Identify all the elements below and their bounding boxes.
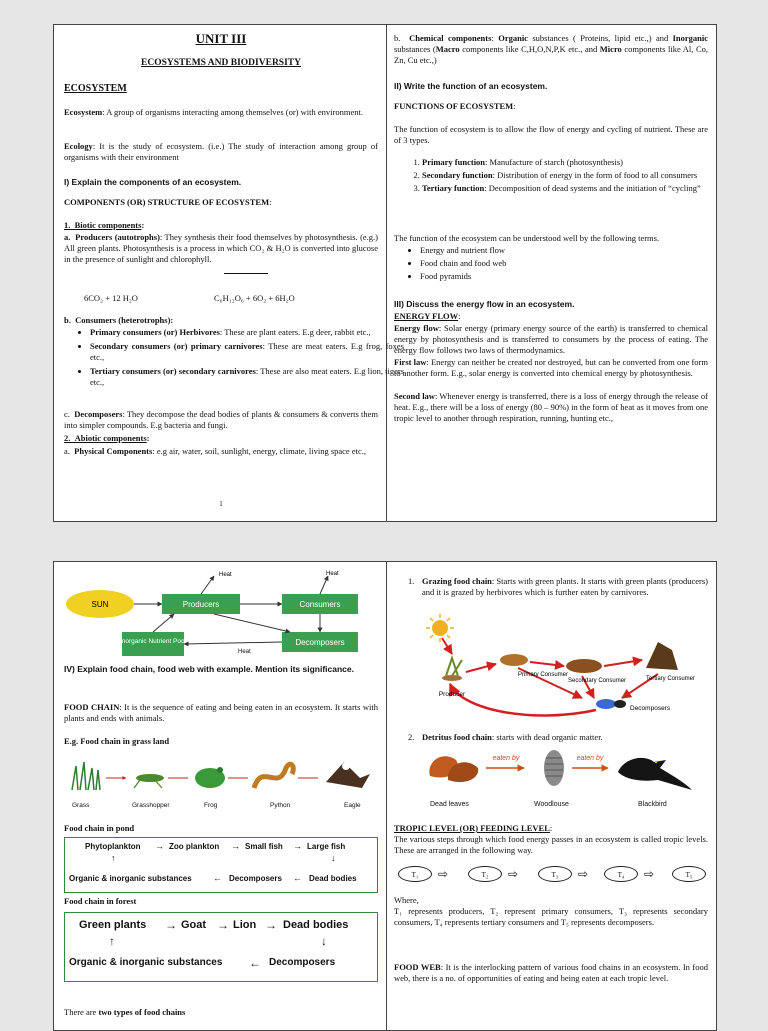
grassland-heading: E.g. Food chain in grass land [64, 736, 170, 746]
function-terms-list [394, 244, 720, 282]
dead-leaves-icon [429, 756, 478, 782]
forest-goat: Goat [181, 919, 207, 931]
blackbird-label: Blackbird [638, 801, 667, 808]
tropic-level-t2: T₂ [468, 866, 502, 882]
pond-phytoplankton: Phytoplankton [85, 842, 141, 851]
page-1 [53, 24, 717, 522]
chain-organism-label: Grass [72, 802, 90, 809]
decomposers-label: Decomposers [630, 705, 671, 712]
equation-left: 6CO₂ + 12 H₂O [84, 293, 138, 303]
chain-organism-label: Grasshopper [132, 802, 170, 809]
hollow-arrow-icon: ⇨ [508, 867, 519, 881]
function-item: 3. Tertiary function: Decomposition of dead systems and the initiation of “cycling” [422, 183, 736, 194]
tertiary-consumer-icon [646, 642, 678, 670]
tropic-level-explanation: T₁ represents producers, T₂ represent primary consumers, T₃ represents secondary consumers, T₄ represents tertiary consumers and T₅ represents decomposers. [394, 906, 708, 927]
secondary-consumer-label: Secondary Consumer [568, 678, 627, 684]
chemical-components-paragraph: b. Chemical components: Organic substances ( Proteins, lipid etc.,) and Inorganic substances (Macro components like C,H,O,N,P,K etc., and Micro components like Al, Co, Zn, Cu etc.,) [394, 33, 709, 65]
woodlouse-label: Woodlouse [534, 801, 569, 808]
consumer-types-list [64, 327, 404, 388]
arrow [184, 642, 282, 644]
pond-food-chain-box: Phytoplankton → Zoo plankton → Small fish → Large fish ↑ ↓ Organic & inorganic substances ← Decomposers ← Dead bodies [64, 837, 378, 893]
heat-arrow [201, 576, 214, 594]
tropic-level-t4: T₄ [604, 866, 638, 882]
heat-label: Heat [219, 572, 232, 578]
equation-right: C₆H₁₂O₆ + 6O₂ + 6H₂O [214, 293, 295, 303]
components-heading: COMPONENTS (OR) STRUCTURE OF ECOSYSTEM: [64, 197, 272, 207]
where-label: Where, [394, 895, 419, 905]
woodlouse-icon [544, 750, 564, 786]
sun-icon [426, 614, 454, 642]
nutrient-pool-label: Inorganic Nutrient Pool [119, 638, 187, 645]
grassland-chain-illustration [64, 752, 378, 802]
page-number: 1 [219, 500, 223, 508]
heat-label: Heat [238, 649, 251, 655]
forest-dead-bodies: Dead bodies [283, 919, 349, 931]
producer-plant-icon [442, 658, 462, 681]
tropic-level-paragraph: The various steps through which food energy passes in an ecosystem is called tropic levels. These are arranged in the following way. [394, 834, 708, 855]
pond-large-fish: Large fish [307, 842, 346, 851]
chain-organism-label: Frog [204, 802, 218, 809]
tertiary-consumers-item: • Tertiary consumers (or) secondary carnivores: These are also meat eaters. E.g lion, tigers etc., [90, 366, 404, 388]
energy-flow-paragraph: Energy flow: Solar energy (primary energy source of the earth) is transferred to chemical energy by photosynthesis and is transferred to consumers by the process of eating. The energy flow follows two laws of thermodynamics. [394, 323, 708, 355]
page-2 [53, 561, 717, 1031]
question-1: I) Explain the components of an ecosystem. [64, 177, 242, 187]
detritus-number: 2. [408, 732, 415, 742]
hollow-arrow-icon: ⇨ [578, 867, 589, 881]
function-term: • Food pyramids [420, 271, 720, 282]
unit-title: UNIT III [195, 31, 247, 46]
pond-decomposers: Decomposers [229, 874, 282, 883]
energy-flow-heading: ENERGY FLOW: [394, 311, 461, 321]
forest-food-chain-box: Green plants → Goat → Lion → Dead bodies ↑ ↓ Organic & inorganic substances ← Decomposers [64, 912, 378, 982]
python-icon [254, 764, 293, 788]
ecosystem-definition: Ecosystem: A group of organisms interacting among themselves (or) with environment. [64, 107, 363, 117]
producer-label: Producer [438, 691, 466, 698]
page-2-right-column [394, 562, 708, 1030]
page-1-right-column [394, 25, 708, 521]
page-1-left-column [64, 25, 405, 521]
decomposers-icon [596, 699, 626, 709]
primary-consumers-item: • Primary consumers (or) Herbivores: These are plant eaters. E.g deer, rabbit etc., [90, 327, 404, 338]
forest-lion: Lion [233, 919, 257, 931]
pond-heading: Food chain in pond [64, 823, 135, 833]
hollow-arrow-icon: ⇨ [438, 867, 449, 881]
heat-arrow [320, 576, 328, 594]
question-2: II) Write the function of an ecosystem. [394, 81, 548, 91]
function-item: 2. Secondary function: Distribution of energy in the form of food to all consumers [422, 170, 736, 181]
tertiary-consumer-label: Tertiary Consumer [646, 676, 696, 682]
tropic-level-t1: T₁ [398, 866, 432, 882]
equation-arrow-underline [224, 273, 268, 274]
eaten-by-label: eaten by [492, 755, 520, 762]
detritus-food-chain-diagram [422, 746, 708, 796]
ecosystem-heading: ECOSYSTEM [64, 83, 127, 94]
consumers-heading: b. Consumers (heterotrophs): [64, 315, 174, 325]
forest-decomposers: Decomposers [269, 957, 336, 968]
detritus-paragraph: Detritus food chain: starts with dead organic matter. [422, 732, 603, 742]
question-4: IV) Explain food chain, food web with example. Mention its significance. [64, 664, 354, 674]
arrow [214, 614, 290, 632]
primary-consumer-label: Primary Consumer [518, 672, 569, 678]
first-law-paragraph: First law: Energy can neither be created nor destroyed, but can be converted from one form to another form. E.g., solar energy is converted into chemical energy by photosynthesis. [394, 357, 708, 378]
page-2-left-column [64, 562, 378, 1030]
function-item: 1. Primary function: Manufacture of starch (photosynthesis) [422, 157, 736, 168]
primary-consumer-icon [500, 654, 528, 666]
grazing-paragraph: Grazing food chain: Starts with green plants. It starts with green plants (producers) and it is grazed by herbivores which is further eaten by carnivores. [422, 576, 708, 597]
sun-label: SUN [91, 600, 109, 609]
pond-dead-bodies: Dead bodies [309, 874, 357, 883]
biotic-heading: 1. Biotic components: [64, 220, 145, 230]
grass-icon [72, 762, 100, 790]
chain-organism-label: Eagle [344, 802, 361, 809]
blackbird-icon [618, 758, 692, 790]
abiotic-heading: 2. Abiotic components: [64, 433, 150, 443]
ecology-definition: Ecology: It is the study of ecosystem. (i.e.) The study of interaction among group of organisms with their environment [64, 141, 378, 162]
eaten-by-label: eaten by [576, 755, 604, 762]
column-divider [386, 25, 387, 521]
tropic-level-t3: T₃ [538, 866, 572, 882]
heat-label: Heat [326, 571, 339, 577]
grazing-number: 1. [408, 576, 415, 586]
question-3: III) Discuss the energy flow in an ecosystem. [394, 299, 575, 309]
chain-organism-label: Python [270, 802, 291, 809]
two-types-sentence: There are two types of food chains [64, 1007, 186, 1017]
tropic-level-t5: T₅ [672, 866, 706, 882]
decomposers-paragraph: c. Decomposers: They decompose the dead bodies of plants & consumers & converts them into simpler compounds. E.g bacteria and fungi. [64, 409, 378, 430]
food-chain-definition: FOOD CHAIN: It is the sequence of eating and being eaten in an ecosystem. It starts with plants and ends with animals. [64, 702, 378, 723]
function-term: • Energy and nutrient flow [420, 245, 720, 256]
function-terms-intro: The function of the ecosystem can be understood well by the following terms. [394, 233, 660, 243]
function-term: • Food chain and food web [420, 258, 720, 269]
producers-label: Producers [182, 600, 220, 609]
pond-organic-substances: Organic & inorganic substances [69, 874, 192, 883]
hollow-arrow-icon: ⇨ [644, 867, 655, 881]
forest-heading: Food chain in forest [64, 896, 137, 906]
energy-flow-diagram [64, 566, 378, 656]
forest-green-plants: Green plants [79, 919, 147, 931]
pond-small-fish: Small fish [245, 842, 283, 851]
grazing-food-chain-diagram [422, 614, 708, 722]
forest-organic-substances: Organic & inorganic substances [69, 957, 223, 968]
consumers-label: Consumers [299, 600, 341, 609]
functions-heading: FUNCTIONS OF ECOSYSTEM: [394, 101, 516, 111]
physical-components-paragraph: a. Physical Components: e.g air, water, soil, sunlight, energy, climate, living space etc., [64, 446, 366, 456]
eagle-icon [326, 762, 370, 788]
secondary-consumer-icon [566, 659, 602, 673]
functions-list [394, 157, 736, 194]
frog-icon [195, 767, 225, 788]
column-divider [386, 562, 387, 1030]
decomposers-label: Decomposers [295, 638, 345, 647]
producers-paragraph: a. Producers (autotrophs): They synthesis their food themselves by photosynthesis. (e.g.) All green plants. Photosynthesis is a process in which CO₂ & H₂O is converted into glucose in the presence of sunlight and chlorophyll. [64, 232, 379, 264]
dead-leaves-label: Dead leaves [430, 801, 469, 808]
tropic-level-heading: TROPIC LEVEL (OR) FEEDING LEVEL: [394, 823, 553, 833]
food-web-definition: FOOD WEB: It is the interlocking pattern of various food chains in an ecosystem. In food web, there is a no. of opportunities of eating and being eaten at each tropic level. [394, 962, 708, 983]
secondary-consumers-item: • Secondary consumers (or) primary carnivores: These are meat eaters. E.g frog, foxes etc., [90, 341, 404, 363]
grasshopper-icon [134, 774, 164, 788]
arrow [153, 614, 174, 632]
unit-subtitle: ECOSYSTEMS AND BIODIVERSITY [141, 58, 301, 68]
functions-intro: The function of ecosystem is to allow the flow of energy and cycling of nutrient. These are of 3 types. [394, 124, 708, 145]
pond-zooplankton: Zoo plankton [169, 842, 220, 851]
second-law-paragraph: Second law: Whenever energy is transferred, there is a loss of energy through the release of heat. E.g., there will be a loss of energy (80 – 90%) in the form of heat as it moves from one tropic level to another through respiration, running, hunting etc., [394, 391, 708, 423]
